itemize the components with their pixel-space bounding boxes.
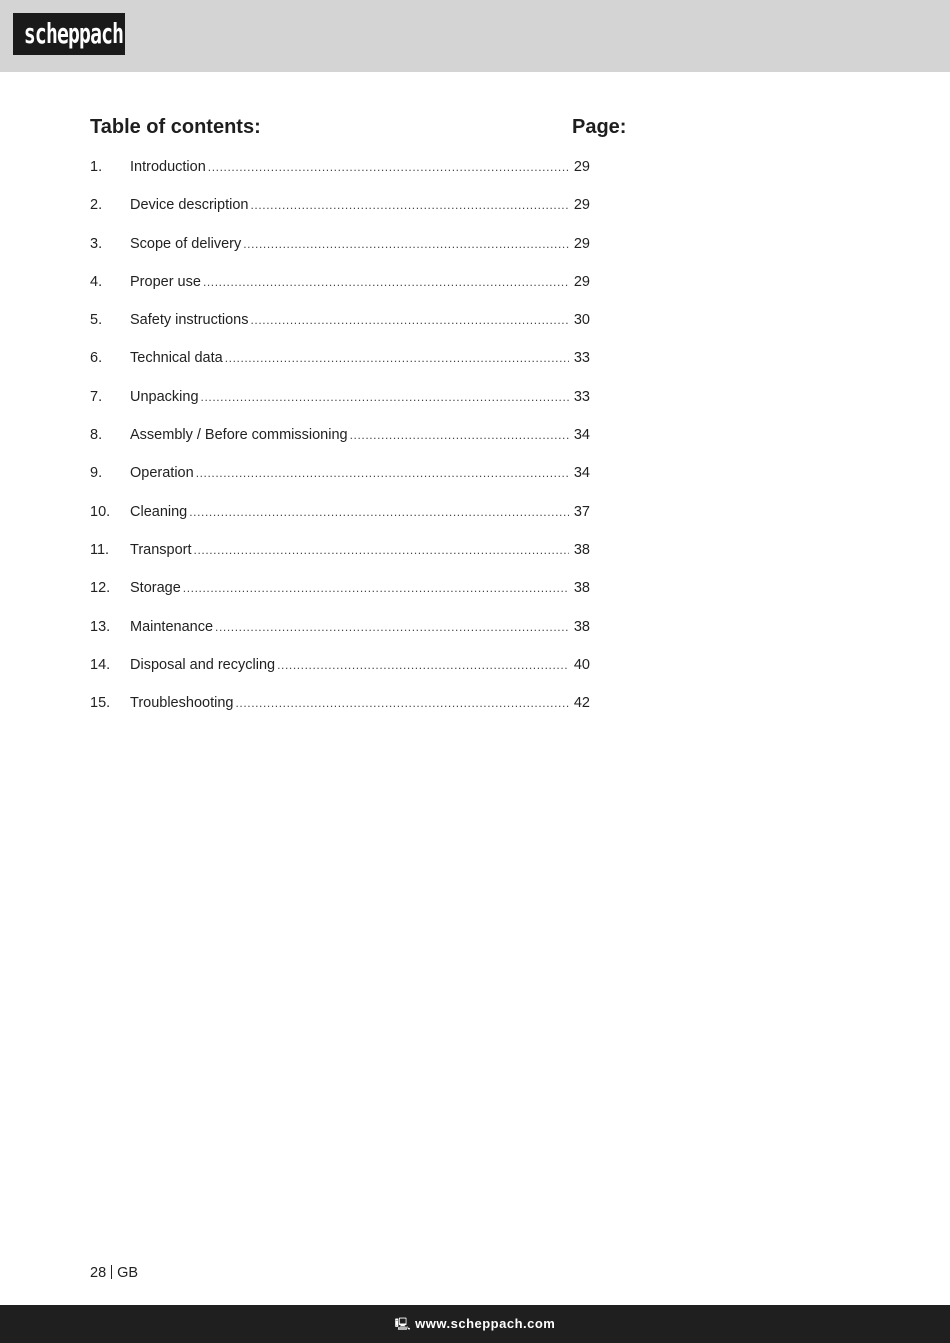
- toc-entry-label: Safety instructions: [130, 312, 249, 329]
- dot-leader: [235, 692, 569, 714]
- toc-entry-label: Storage: [130, 580, 181, 597]
- toc-entry-number: 10.: [90, 503, 111, 520]
- header-band: [0, 0, 950, 72]
- toc-entry-label: Operation: [130, 465, 194, 482]
- toc-entry-page: 37: [573, 503, 590, 520]
- toc-entry[interactable]: [90, 156, 590, 194]
- toc-entry-number: 14.: [90, 656, 111, 673]
- toc-entry[interactable]: [90, 309, 590, 347]
- footer-divider: [111, 1265, 112, 1279]
- toc-entry[interactable]: [90, 194, 590, 232]
- toc-entry-label: Unpacking: [130, 388, 199, 405]
- toc-entry[interactable]: [90, 539, 590, 577]
- toc-entry-label: Disposal and recycling: [130, 656, 276, 673]
- toc-entry-page: 33: [573, 350, 590, 367]
- dot-leader: [243, 233, 569, 255]
- dot-leader: [277, 654, 569, 676]
- page-footer: [90, 1264, 138, 1282]
- toc-entry-label: Technical data: [130, 350, 223, 367]
- toc-entry[interactable]: [90, 462, 590, 500]
- toc-entry-label: Maintenance: [130, 618, 214, 635]
- toc-entry-number: 1.: [90, 159, 103, 175]
- toc-entry-page: 38: [573, 618, 590, 635]
- toc-title: Table of contents:: [90, 116, 261, 138]
- toc-entry[interactable]: [90, 271, 590, 309]
- toc-entry[interactable]: [90, 347, 590, 385]
- toc-entry-page: 38: [573, 541, 590, 558]
- toc-entry-number: 13.: [90, 618, 111, 635]
- toc-entry-number: 3.: [90, 235, 103, 252]
- language-code: GB: [117, 1265, 139, 1281]
- toc-entry[interactable]: [90, 577, 590, 615]
- website-link[interactable]: [0, 1315, 950, 1333]
- toc-entry-label: Cleaning: [130, 503, 188, 520]
- toc-entry-page: 40: [573, 656, 590, 673]
- toc-entry[interactable]: [90, 386, 590, 424]
- dot-leader: [194, 539, 569, 561]
- toc-entry-page: 29: [573, 159, 590, 175]
- toc-entry[interactable]: [90, 233, 590, 271]
- toc-entry[interactable]: [90, 616, 590, 654]
- dot-leader: [250, 309, 569, 331]
- toc-entry[interactable]: [90, 692, 590, 730]
- toc-entry-number: 2.: [90, 197, 103, 214]
- toc-entry-page: 29: [573, 273, 590, 290]
- page-column-heading: Page:: [572, 116, 627, 138]
- toc-entry[interactable]: [90, 424, 590, 462]
- toc-entry-page: 29: [573, 197, 590, 214]
- toc-entry-label: Device description: [130, 197, 249, 214]
- toc-entry-label: Troubleshooting: [130, 695, 234, 712]
- toc-entry-number: 5.: [90, 312, 103, 329]
- toc-entry-page: 33: [573, 388, 590, 405]
- dot-leader: [183, 577, 569, 599]
- toc-entry-number: 6.: [90, 350, 103, 367]
- toc-entry-label: Transport: [130, 541, 192, 558]
- dot-leader: [208, 156, 569, 178]
- dot-leader: [215, 616, 569, 638]
- dot-leader: [201, 386, 569, 408]
- page-number: 28: [90, 1265, 107, 1281]
- toc-entry-page: 29: [573, 235, 590, 252]
- toc-entry-number: 15.: [90, 695, 111, 712]
- computer-icon: 🖳: [394, 1317, 412, 1331]
- dot-leader: [196, 462, 569, 484]
- toc-entry-page: 38: [573, 580, 590, 597]
- toc-entry-page: 42: [573, 695, 590, 712]
- toc-entry[interactable]: [90, 501, 590, 539]
- footer-band: [0, 1305, 950, 1343]
- toc-entry-label: Scope of delivery: [130, 235, 242, 252]
- toc-entry-label: Proper use: [130, 273, 201, 290]
- toc-entry-number: 7.: [90, 388, 103, 405]
- toc-entry-number: 9.: [90, 465, 103, 482]
- dot-leader: [203, 271, 569, 293]
- dot-leader: [189, 501, 569, 523]
- website-url: www.scheppach.com: [415, 1316, 556, 1331]
- toc-entry[interactable]: [90, 654, 590, 692]
- toc-entry-number: 8.: [90, 427, 103, 444]
- dot-leader: [225, 347, 569, 369]
- dot-leader: [350, 424, 569, 446]
- toc-entry-label: Introduction: [130, 159, 206, 175]
- toc-entry-page: 34: [573, 427, 590, 444]
- dot-leader: [250, 194, 569, 216]
- toc-entry-number: 11.: [90, 541, 110, 558]
- toc-entry-page: 34: [573, 465, 590, 482]
- toc-entry-number: 12.: [90, 580, 111, 597]
- scheppach-logo: scheppach: [13, 13, 125, 55]
- toc-entry-page: 30: [573, 312, 590, 329]
- toc-entry-label: Assembly / Before commissioning: [130, 427, 348, 444]
- toc-entry-number: 4.: [90, 273, 103, 290]
- toc-list: [90, 156, 590, 730]
